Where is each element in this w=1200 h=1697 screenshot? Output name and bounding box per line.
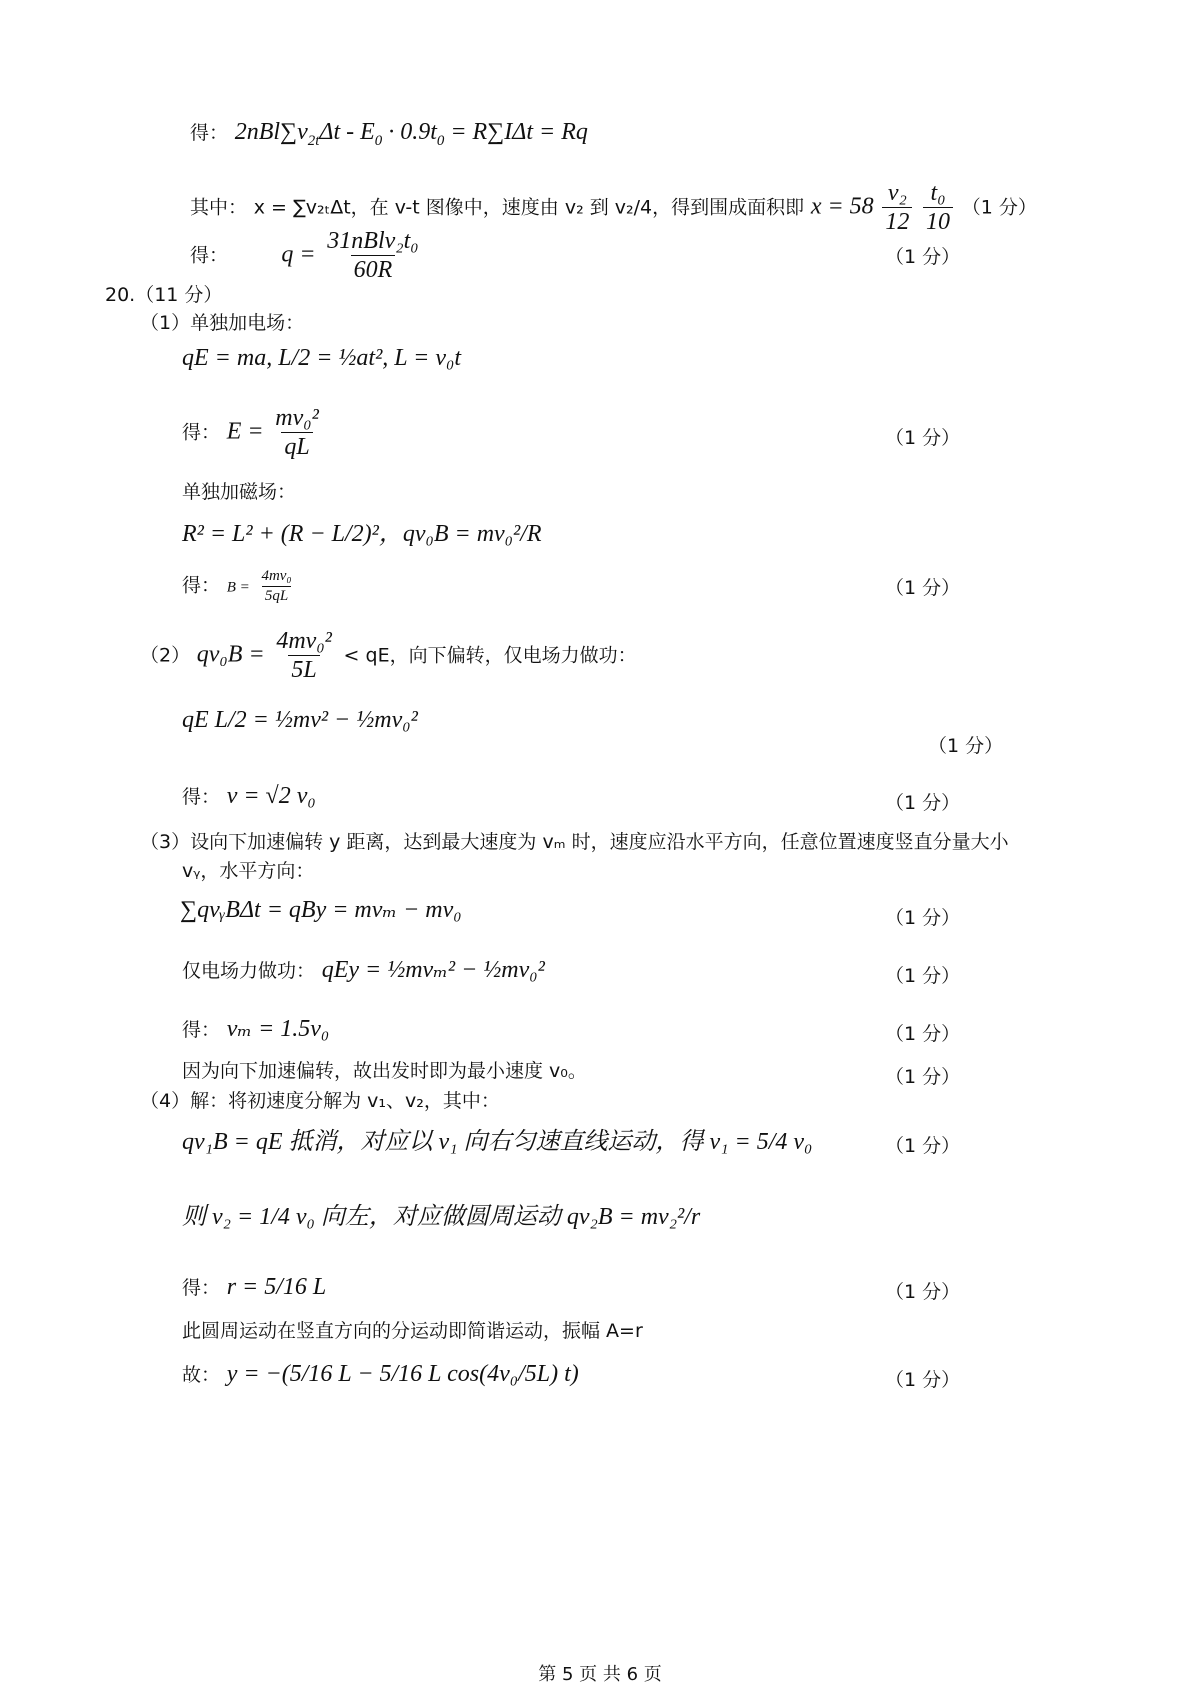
p3-line2: vᵧ，水平方向： [182,860,315,882]
score: （1 分） [885,792,961,814]
q-frac: $\frac{\text{31nBlv₂t₀}}{60R}$ [327,228,419,284]
p4-note: 此圆周运动在竖直方向的分运动即简谐运动，振幅 A=r [182,1320,643,1342]
p4-eq2: 则 v₂ = 1/4 v₀ 向左，对应做圆周运动 qv₂B = mv₂²/r [182,1204,701,1230]
p3-vm-line [182,1017,329,1041]
q20-header: 20.（11 分） [105,284,223,306]
x-eq: x = 58 [810,193,874,220]
top-eq1-line [190,120,588,149]
p1-eq: qE = ma, L/2 = ½at², L = v₀t [182,345,462,371]
p1-B-line [182,568,297,604]
score: （1 分） [885,1369,961,1391]
top-eq1: $2nBl\sum v_{2t}\Delta t - E_0 \cdot 0.9t_0 = R\sum I\Delta t = Rq$ [234,119,588,149]
de-label: 得： [182,421,221,444]
p3-vm: vₘ = 1.5v₀ [226,1016,330,1042]
p3-line1: （3）设向下加速偏转 y 距离，达到最大速度为 vₘ 时，速度应沿水平方向，任意位置速度竖直分量大小 [140,831,1009,853]
p1-mag-eq: R² = L² + (R − L/2)²，qv₀B = mv₀²/R [182,521,542,547]
score: （1 分） [961,196,1037,219]
score: （1 分） [885,246,961,268]
q-lhs: q = [281,241,316,268]
score: （1 分） [885,965,961,987]
score: （1 分） [885,1066,961,1088]
page-footer: 第 5 页 共 6 页 [538,1664,662,1685]
p3-eq2: qEy = ½mvₘ² − ½mv₀² [321,957,545,983]
p4-y: y = −(5/16 L − 5/16 L cos(4v₀/5L) t) [226,1361,579,1387]
p4-r: r = 5/16 L [226,1274,327,1300]
score: （1 分） [885,1281,961,1303]
de-label: 得： [182,574,221,597]
score: （1 分） [885,907,961,929]
frac-v2-12: $\frac{\text{v₂}}{12}$ [882,180,912,236]
score: （1 分） [885,577,961,599]
p2-v: v = √2 v₀ [226,783,316,809]
score: （1 分） [885,1023,961,1045]
q-result-line [190,228,424,284]
p3-work-line [182,958,545,982]
p2-line [140,628,637,684]
score: （1 分） [885,427,961,449]
de-label: 得： [190,244,229,267]
de-label: 得： [190,122,229,144]
frac-t0-10: $\frac{\text{t₀}}{10}$ [923,180,953,236]
score: （1 分） [928,735,1004,757]
qizhong-label: 其中： [190,196,248,219]
p3-eq1: ∑qvᵧBΔt = qBy = mvₘ − mv₀ [180,897,462,923]
p3-work-label: 仅电场力做功： [182,960,316,982]
p3-note: 因为向下加速偏转，故出发时即为最小速度 v₀。 [182,1060,587,1082]
p4-r-line [182,1275,326,1299]
p2-frac: $\frac{\text{4mv₀²}}{5L}$ [276,628,332,684]
p2-v-line [182,784,316,808]
p1-title: （1）单独加电场： [140,312,305,334]
p4-eq1: qv₁B = qE 抵消，对应以 v₁ 向右匀速直线运动，得 v₁ = 5/4 v₀ [182,1129,813,1155]
E-lhs: E = [226,418,264,445]
E-frac: $\frac{\text{mv₀²}}{qL}$ [275,405,319,461]
B-frac: $\frac{\text{4mv₀}}{5qL}$ [261,568,292,604]
p1-E-line [182,405,324,461]
p1-mag-title: 单独加磁场： [182,481,297,503]
de-label: 得： [182,1277,221,1299]
de-label: 得： [182,786,221,808]
p2-eq-rhs: < qE，向下偏转，仅电场力做功： [343,644,637,667]
p2-eq-lhs: qv₀B = [196,641,265,668]
score: （1 分） [885,1135,961,1157]
p4-y-line [182,1362,579,1386]
B-lhs: B = [226,579,250,596]
p4-title: （4）解：将初速度分解为 v₁、v₂，其中： [140,1090,500,1112]
de-label: 得： [182,1019,221,1041]
top-note: x = ∑v₂ₜΔt，在 v-t 图像中，速度由 v₂ 到 v₂/4，得到围成面积即 [253,196,805,219]
p4-y-label: 故： [182,1364,221,1386]
p2-label: （2） [140,644,191,667]
p2-work: qE L/2 = ½mv² − ½mv₀² [182,707,418,733]
